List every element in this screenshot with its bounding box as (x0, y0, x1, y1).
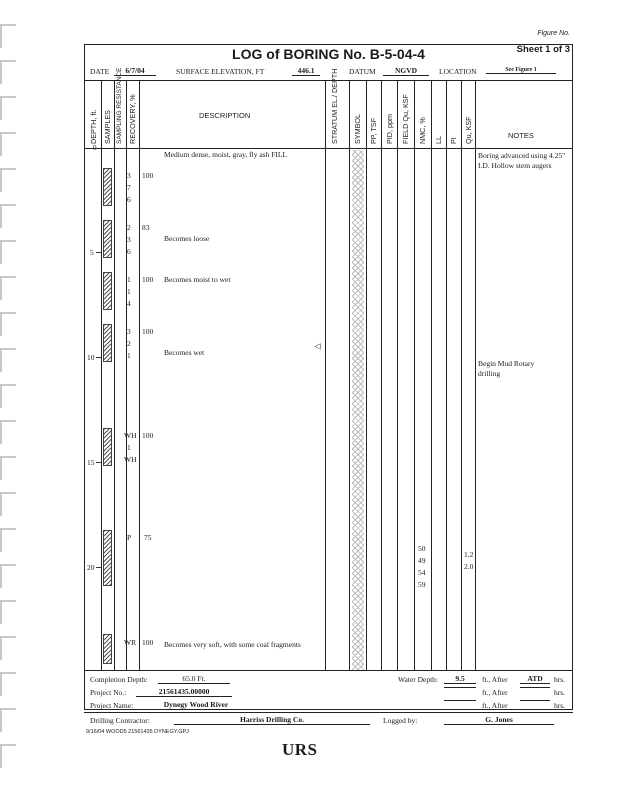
depth-tick-label: 5 (90, 248, 94, 257)
note-entry: Boring advanced using 4.25" I.D. Hollow stem augers (478, 151, 566, 170)
col-description: DESCRIPTION (199, 111, 251, 120)
project-no-value: 21561435.00000 (136, 687, 232, 697)
description-entry: Becomes wet (164, 348, 205, 357)
datum-label: DATUM (349, 67, 376, 76)
blow-count: 1 (127, 275, 131, 284)
binder-mark (0, 24, 16, 48)
urs-logo: URS (282, 740, 318, 759)
col-ll: LL (434, 136, 443, 144)
col-pp: PP, TSF (369, 117, 378, 144)
water-depth-blank (444, 687, 476, 688)
fill-symbol-hatch (352, 150, 364, 670)
nmc-value: 49 (418, 556, 426, 565)
recovery-value: 100 (142, 171, 154, 180)
recovery-value: 100 (142, 638, 154, 647)
blow-count: WR (124, 638, 137, 647)
col-sampling-resistance: SAMPLING RESISTANCE (116, 67, 123, 144)
recovery-value: 83 (142, 223, 150, 232)
binder-mark (0, 600, 16, 624)
log-title: LOG of BORING No. B-5-04-4 (232, 46, 425, 62)
depth-tick (96, 567, 102, 568)
ft-after-label: ft., After (482, 675, 508, 684)
depth-tick (96, 462, 102, 463)
binder-mark (0, 312, 16, 336)
depth-tick-label: 10 (87, 353, 95, 362)
blow-count: 3 (127, 327, 131, 336)
blow-count: WH (124, 455, 137, 464)
note-entry: Begin Mud Rotary drilling (478, 359, 535, 378)
binder-mark (0, 492, 16, 516)
hours-after-value: ATD (520, 674, 550, 684)
contractor-value: Harriss Drilling Co. (174, 715, 370, 725)
water-level-icon: ▽ (313, 343, 323, 350)
recovery-value: 100 (142, 327, 154, 336)
col-divider (475, 80, 476, 670)
location-value: See Figure 1 (486, 67, 556, 74)
depth-tick-label: 20 (87, 563, 95, 572)
column-header-rule (84, 148, 573, 149)
figure-number: Figure No. (537, 30, 570, 37)
nmc-value: 54 (418, 568, 426, 577)
date-value: 6/7/04 (114, 66, 156, 76)
col-field-qu: FIELD Qu, KSF (401, 94, 410, 144)
sample-interval (103, 428, 112, 466)
footer-rule (84, 712, 573, 713)
hours-label: hrs. (554, 701, 566, 710)
water-depth-label: Water Depth: (398, 675, 439, 684)
col-divider (446, 80, 447, 670)
elevation-value: 446.1 (292, 66, 320, 76)
binder-mark (0, 528, 16, 552)
blow-count: 1 (127, 287, 131, 296)
col-pi: PI (449, 137, 458, 144)
header-rule (84, 80, 573, 81)
blow-count: 4 (127, 299, 131, 308)
recovery-value: 75 (144, 533, 152, 542)
col-divider (325, 80, 326, 670)
depth-tick (96, 357, 102, 358)
col-samples: SAMPLES (103, 110, 112, 144)
col-divider (349, 80, 350, 670)
date-label: DATE (90, 67, 110, 76)
binder-mark (0, 744, 16, 768)
qu-value: 2.0 (464, 562, 474, 571)
sample-interval (103, 220, 112, 258)
elevation-label: SURFACE ELEVATION, FT (176, 67, 265, 76)
project-name-label: Project Name: (90, 701, 134, 710)
hours-label: hrs. (554, 688, 566, 697)
col-divider (414, 80, 415, 670)
depth-tick-label: 0 (93, 144, 97, 152)
ft-after-label: ft., After (482, 688, 508, 697)
water-depth-value: 9.5 (444, 674, 476, 684)
datum-value: NGVD (383, 66, 429, 76)
blow-count: WH (124, 431, 137, 440)
binder-mark (0, 456, 16, 480)
blow-count: 3 (127, 171, 131, 180)
location-label: LOCATION (439, 67, 477, 76)
col-stratum: STRATUM EL./ DEPTH (330, 68, 339, 144)
blow-count: 7 (127, 183, 131, 192)
binder-mark (0, 708, 16, 732)
col-nmc: NMC, % (418, 117, 427, 144)
binder-mark (0, 204, 16, 228)
hours-after-blank (520, 700, 550, 701)
ft-after-label: ft., After (482, 701, 508, 710)
col-divider (101, 80, 102, 670)
binder-mark (0, 636, 16, 660)
col-pid: PID, ppm (385, 114, 394, 144)
binder-mark (0, 672, 16, 696)
blow-count: 6 (127, 247, 131, 256)
binder-mark (0, 96, 16, 120)
recovery-value: 100 (142, 431, 154, 440)
sample-interval (103, 168, 112, 206)
sheet-number: Sheet 1 of 3 (516, 44, 570, 55)
col-divider (381, 80, 382, 670)
description-entry: Becomes very soft, with some coal fragments (164, 640, 301, 649)
col-depth: DEPTH, ft. (89, 109, 98, 144)
water-depth-blank (444, 700, 476, 701)
sample-interval (103, 530, 112, 586)
blow-count: 1 (127, 443, 131, 452)
binder-mark (0, 348, 16, 372)
col-symbol: SYMBOL (353, 114, 362, 144)
col-qu: Qu, KSF (464, 116, 473, 144)
file-reference: 9/16/04 WOOD5 21561435 DYNEGY.GPJ (86, 729, 189, 735)
project-name-value: Dynegy Wood River (146, 700, 246, 710)
completion-depth-label: Completion Depth: (90, 675, 148, 684)
binder-mark (0, 60, 16, 84)
hours-after-blank (520, 687, 550, 688)
col-recovery: RECOVERY, % (128, 94, 137, 144)
binder-mark (0, 564, 16, 588)
description-entry: Medium dense, moist, gray, fly ash FILL (164, 150, 288, 159)
description-entry: Becomes moist to wet (164, 275, 231, 284)
col-divider (126, 80, 127, 670)
binder-mark (0, 276, 16, 300)
depth-tick-label: 15 (87, 458, 95, 467)
col-divider (139, 80, 140, 670)
binder-mark (0, 240, 16, 264)
sample-interval (103, 272, 112, 310)
col-divider (397, 80, 398, 670)
contractor-label: Drilling Contractor: (90, 716, 150, 725)
logged-by-label: Logged by: (383, 716, 418, 725)
table-bottom-rule (84, 670, 573, 671)
binder-mark (0, 420, 16, 444)
recovery-value: 100 (142, 275, 154, 284)
blow-count: 3 (127, 235, 131, 244)
binder-mark (0, 168, 16, 192)
col-notes: NOTES (508, 131, 534, 140)
col-divider (431, 80, 432, 670)
blow-count: 6 (127, 195, 131, 204)
nmc-value: 59 (418, 580, 426, 589)
sample-interval (103, 324, 112, 362)
project-no-label: Project No.: (90, 688, 127, 697)
depth-tick (96, 252, 102, 253)
blow-count: P (127, 533, 132, 542)
binder-mark (0, 132, 16, 156)
nmc-value: 50 (418, 544, 426, 553)
col-divider (366, 80, 367, 670)
sample-interval (103, 634, 112, 664)
blow-count: 2 (127, 223, 131, 232)
description-entry: Becomes loose (164, 234, 210, 243)
col-divider (461, 80, 462, 670)
qu-value: 1.2 (464, 550, 474, 559)
blow-count: 2 (127, 339, 131, 348)
hours-label: hrs. (554, 675, 566, 684)
binder-mark (0, 384, 16, 408)
blow-count: 1 (127, 351, 131, 360)
col-divider (114, 80, 115, 670)
completion-depth-value: 65.0 Ft. (158, 674, 230, 684)
logged-by-value: G. Jones (444, 715, 554, 725)
